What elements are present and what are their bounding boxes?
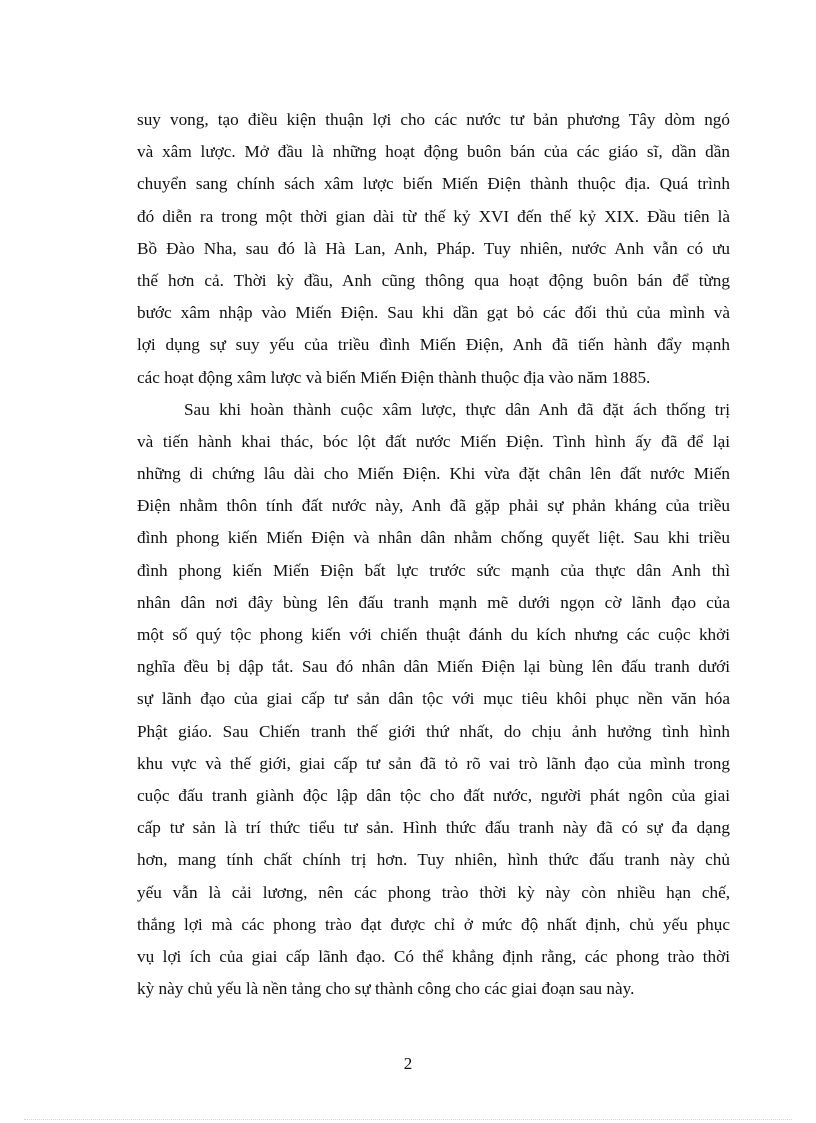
text-line: và tiến hành khai thác, bóc lột đất nước Miến Điện. Tình hình ấy đã để lại bbox=[137, 431, 730, 451]
text-line: lợi dụng sự suy yếu của triều đình Miến Điện, Anh đã tiến hành đẩy mạnh bbox=[137, 335, 730, 355]
text-line: thắng lợi mà các phong trào đạt được chỉ ở mức độ nhất định, chủ yếu phục bbox=[137, 914, 730, 934]
text-line: đó diễn ra trong một thời gian dài từ thế kỷ XVI đến thế kỷ XIX. Đầu tiên là bbox=[137, 206, 730, 226]
page-bottom-rule bbox=[24, 1119, 792, 1120]
text-line: Điện nhằm thôn tính đất nước này, Anh đã gặp phải sự phản kháng của triều bbox=[137, 496, 730, 516]
paragraph-1 bbox=[137, 104, 730, 394]
text-line: chuyển sang chính sách xâm lược biến Miến Điện thành thuộc địa. Quá trình bbox=[137, 174, 730, 194]
text-line: một số quý tộc phong kiến với chiến thuật đánh du kích nhưng các cuộc khởi bbox=[137, 625, 730, 644]
text-line: khu vực và thế giới, giai cấp tư sản đã tỏ rõ vai trò lãnh đạo của mình trong bbox=[137, 753, 730, 773]
text-line: Phật giáo. Sau Chiến tranh thế giới thứ nhất, do chịu ảnh hưởng tình hình bbox=[137, 721, 730, 741]
text-line: bước xâm nhập vào Miến Điện. Sau khi dần gạt bỏ các đối thủ của mình và bbox=[137, 303, 730, 323]
text-line: nghĩa đều bị dập tắt. Sau đó nhân dân Miến Điện lại bùng lên đấu tranh dưới bbox=[137, 657, 730, 677]
text-line: yếu vẫn là cải lương, nên các phong trào thời kỳ này còn nhiều hạn chế, bbox=[137, 882, 730, 902]
text-line: những di chứng lâu dài cho Miến Điện. Khi vừa đặt chân lên đất nước Miến bbox=[137, 464, 730, 484]
text-line: nhân dân nơi đây bùng lên đấu tranh mạnh mẽ dưới ngọn cờ lãnh đạo của bbox=[137, 592, 730, 612]
text-line: đình phong kiến Miến Điện bất lực trước sức mạnh của thực dân Anh thì bbox=[137, 560, 730, 580]
text-line: hơn, mang tính chất chính trị hơn. Tuy nhiên, hình thức đấu tranh này chủ bbox=[137, 850, 730, 870]
text-line: cấp tư sản là trí thức tiểu tư sản. Hình thức đấu tranh này đã có sự đa dạng bbox=[137, 818, 730, 838]
page-number: 2 bbox=[403, 1054, 413, 1073]
text-line: Sau khi hoàn thành cuộc xâm lược, thực dân Anh đã đặt ách thống trị bbox=[184, 399, 730, 419]
text-line: đình phong kiến Miến Điện và nhân dân nhằm chống quyết liệt. Sau khi triều bbox=[137, 528, 730, 548]
text-line: thế hơn cả. Thời kỳ đầu, Anh cũng thông qua hoạt động buôn bán để từng bbox=[137, 270, 730, 290]
text-line: vụ lợi ích của giai cấp lãnh đạo. Có thể khẳng định rằng, các phong trào thời bbox=[137, 946, 730, 966]
text-line: sự lãnh đạo của giai cấp tư sản dân tộc với mục tiêu khôi phục nền văn hóa bbox=[137, 689, 730, 709]
paragraph-2 bbox=[137, 394, 730, 1006]
text-line: kỳ này chủ yếu là nền tảng cho sự thành công cho các giai đoạn sau này. bbox=[137, 979, 635, 999]
text-line: cuộc đấu tranh giành độc lập dân tộc cho đất nước, người phát ngôn của giai bbox=[137, 785, 730, 805]
text-line: các hoạt động xâm lược và biến Miến Điện thành thuộc địa vào năm 1885. bbox=[137, 367, 651, 387]
text-line: và xâm lược. Mở đầu là những hoạt động buôn bán của các giáo sĩ, dần dần bbox=[137, 142, 730, 162]
text-line: suy vong, tạo điều kiện thuận lợi cho các nước tư bản phương Tây dòm ngó bbox=[137, 110, 730, 129]
document-body bbox=[137, 104, 730, 1005]
text-line: Bồ Đào Nha, sau đó là Hà Lan, Anh, Pháp. Tuy nhiên, nước Anh vẫn có ưu bbox=[137, 238, 730, 258]
